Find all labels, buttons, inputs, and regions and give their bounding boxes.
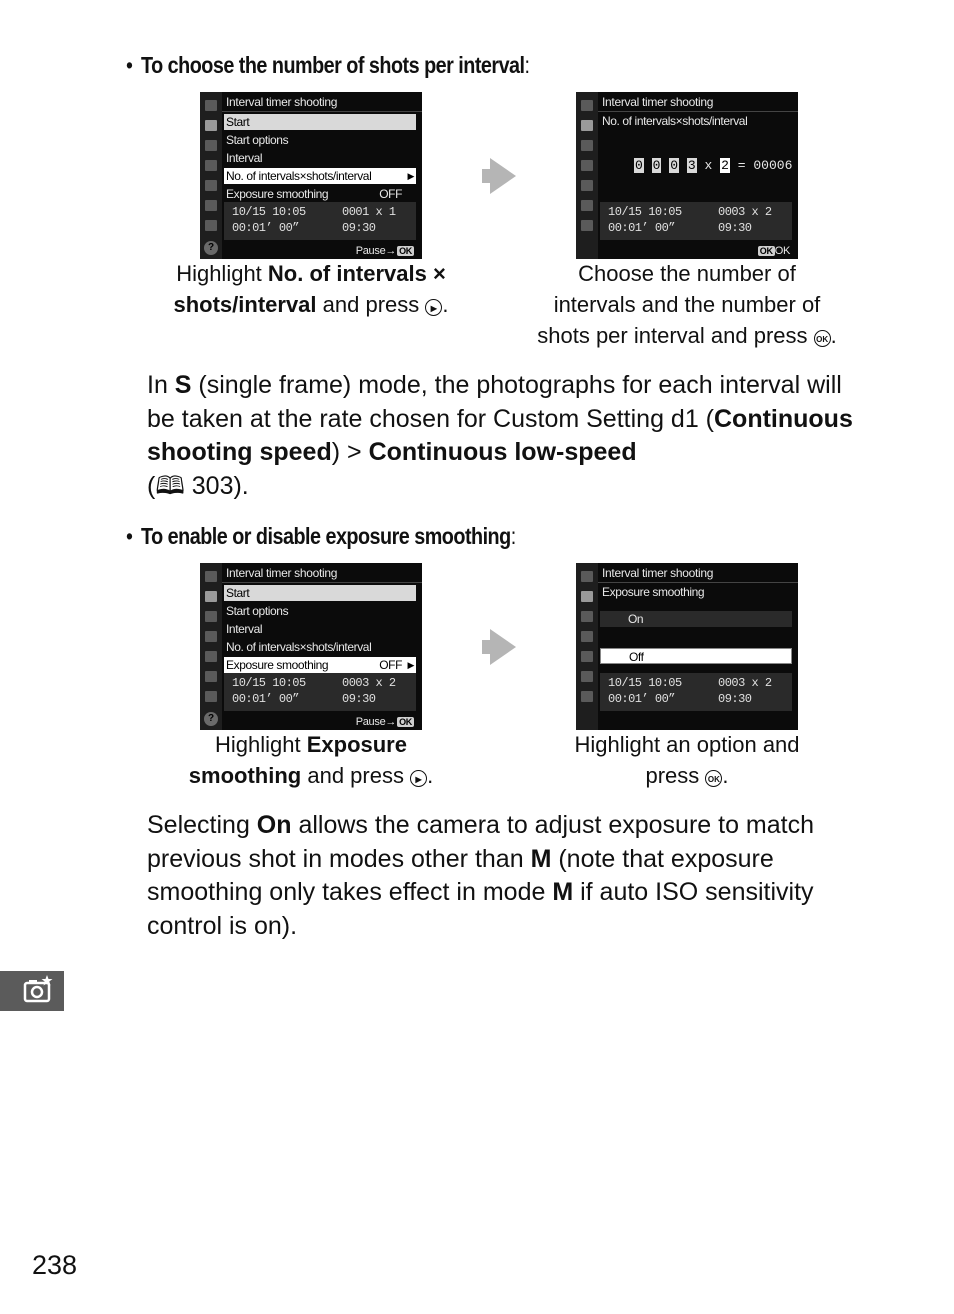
pencil-menu-icon bbox=[581, 631, 593, 642]
section1-heading: • To choose the number of shots per interval: bbox=[126, 52, 530, 78]
my-menu-icon bbox=[205, 220, 217, 231]
status-box: 10/15 10:05 0003 x 2 00:01’ 00” 09:30 bbox=[600, 673, 792, 711]
camera-menu-icon bbox=[581, 591, 593, 602]
status-box: 10/15 10:05 0001 x 1 00:01’ 00” 09:30 bbox=[224, 202, 416, 240]
menu-item-exposure-smoothing[interactable]: Exposure smoothing OFF ▶ bbox=[226, 658, 414, 672]
page-number: 238 bbox=[32, 1250, 78, 1280]
my-menu-icon bbox=[581, 220, 593, 231]
my-menu-icon bbox=[205, 691, 217, 702]
option-on[interactable]: On bbox=[600, 611, 792, 627]
caption-step2-right: Highlight an option and press OK . bbox=[574, 732, 800, 788]
menu-item-no-of-intervals[interactable]: No. of intervals×shots/interval ▶ bbox=[226, 169, 414, 183]
help-icon: ? bbox=[204, 712, 218, 726]
screen-exposure-smoothing bbox=[576, 563, 798, 730]
menu-item-no-of-intervals[interactable]: No. of intervals×shots/interval bbox=[226, 640, 372, 654]
wrench-menu-icon bbox=[581, 651, 593, 662]
my-menu-icon bbox=[581, 691, 593, 702]
menu-item-interval[interactable]: Interval bbox=[226, 622, 263, 636]
multi-selector-right-icon: ▶ bbox=[410, 770, 427, 787]
chapter-tab bbox=[0, 971, 64, 1011]
wrench-menu-icon bbox=[205, 180, 217, 191]
screen-title: Interval timer shooting bbox=[226, 566, 338, 580]
pencil-menu-icon bbox=[205, 160, 217, 171]
menu-item-start[interactable]: Start bbox=[224, 114, 416, 130]
movie-menu-icon bbox=[205, 611, 217, 622]
caption-step1-right: Choose the number of intervals and the number of shots per interval and press OK . bbox=[537, 261, 837, 348]
screen-subtitle: Exposure smoothing bbox=[602, 585, 705, 599]
screen-menu-intervals bbox=[200, 92, 422, 259]
menu-item-exposure-smoothing[interactable]: Exposure smoothing OFF bbox=[226, 187, 402, 201]
movie-menu-icon bbox=[581, 140, 593, 151]
next-step-arrow-icon bbox=[490, 629, 516, 665]
menu-rail bbox=[576, 563, 598, 730]
help-icon: ? bbox=[204, 241, 218, 255]
ok-hint: OK OK bbox=[759, 245, 790, 257]
pencil-menu-icon bbox=[205, 631, 217, 642]
movie-menu-icon bbox=[205, 140, 217, 151]
screen-menu-smoothing bbox=[200, 563, 422, 730]
screen-intervals-shots bbox=[576, 92, 798, 259]
menu-item-start-options[interactable]: Start options bbox=[226, 133, 289, 147]
ok-button-icon: OK bbox=[705, 770, 722, 787]
playback-menu-icon bbox=[581, 100, 593, 111]
camera-menu-icon bbox=[205, 591, 217, 602]
status-box: 10/15 10:05 0003 x 2 00:01’ 00” 09:30 bbox=[600, 202, 792, 240]
wrench-menu-icon bbox=[205, 651, 217, 662]
menu-rail bbox=[200, 92, 222, 259]
multi-selector-right-icon: ▶ bbox=[425, 299, 442, 316]
pencil-menu-icon bbox=[581, 160, 593, 171]
wrench-menu-icon bbox=[581, 180, 593, 191]
screen-title: Interval timer shooting bbox=[602, 566, 714, 580]
screen-title: Interval timer shooting bbox=[602, 95, 714, 109]
page-reference-icon: 🕮 bbox=[155, 471, 185, 500]
retouch-menu-icon bbox=[581, 671, 593, 682]
playback-menu-icon bbox=[205, 571, 217, 582]
retouch-menu-icon bbox=[581, 200, 593, 211]
pause-hint: Pause→ OK bbox=[355, 716, 412, 728]
menu-item-start[interactable]: Start bbox=[224, 585, 416, 601]
section2-heading: • To enable or disable exposure smoothing: bbox=[126, 523, 516, 549]
playback-menu-icon bbox=[581, 571, 593, 582]
retouch-menu-icon bbox=[205, 200, 217, 211]
camera-menu-icon bbox=[205, 120, 217, 131]
menu-rail bbox=[576, 92, 598, 259]
screen-subtitle: No. of intervals×shots/interval bbox=[602, 114, 748, 128]
menu-rail bbox=[200, 563, 222, 730]
status-box: 10/15 10:05 0003 x 2 00:01’ 00” 09:30 bbox=[224, 673, 416, 711]
interval-count-setter[interactable]: 0 0 0 3 x 2 = 00006 bbox=[635, 158, 793, 173]
photo-shooting-menu-icon bbox=[0, 971, 64, 1011]
playback-menu-icon bbox=[205, 100, 217, 111]
movie-menu-icon bbox=[581, 611, 593, 622]
caption-step1-left: Highlight No. of intervals × shots/interval and press ▶ . bbox=[173, 261, 449, 317]
screen-title: Interval timer shooting bbox=[226, 95, 338, 109]
pause-hint: Pause→ OK bbox=[355, 245, 412, 257]
next-step-arrow-icon bbox=[490, 158, 516, 194]
caption-step2-left: Highlight Exposure smoothing and press ▶ . bbox=[188, 732, 434, 788]
paragraph-exposure-smoothing: Selecting On allows the camera to adjust exposure to match previous shot in modes other than M (note that exposure smoothing only takes effect in mode M if auto ISO sensitivity control is on). bbox=[147, 811, 815, 940]
option-off[interactable]: Off bbox=[600, 648, 792, 664]
paragraph-single-frame: In S (single frame) mode, the photographs for each interval will be taken at the rate chosen for Custom Setting d1 (Continuous shooting speed) > Continuous low-speed (🕮 303). bbox=[147, 371, 853, 500]
menu-item-interval[interactable]: Interval bbox=[226, 151, 263, 165]
camera-menu-icon bbox=[581, 120, 593, 131]
retouch-menu-icon bbox=[205, 671, 217, 682]
ok-button-icon: OK bbox=[814, 330, 831, 347]
menu-item-start-options[interactable]: Start options bbox=[226, 604, 289, 618]
